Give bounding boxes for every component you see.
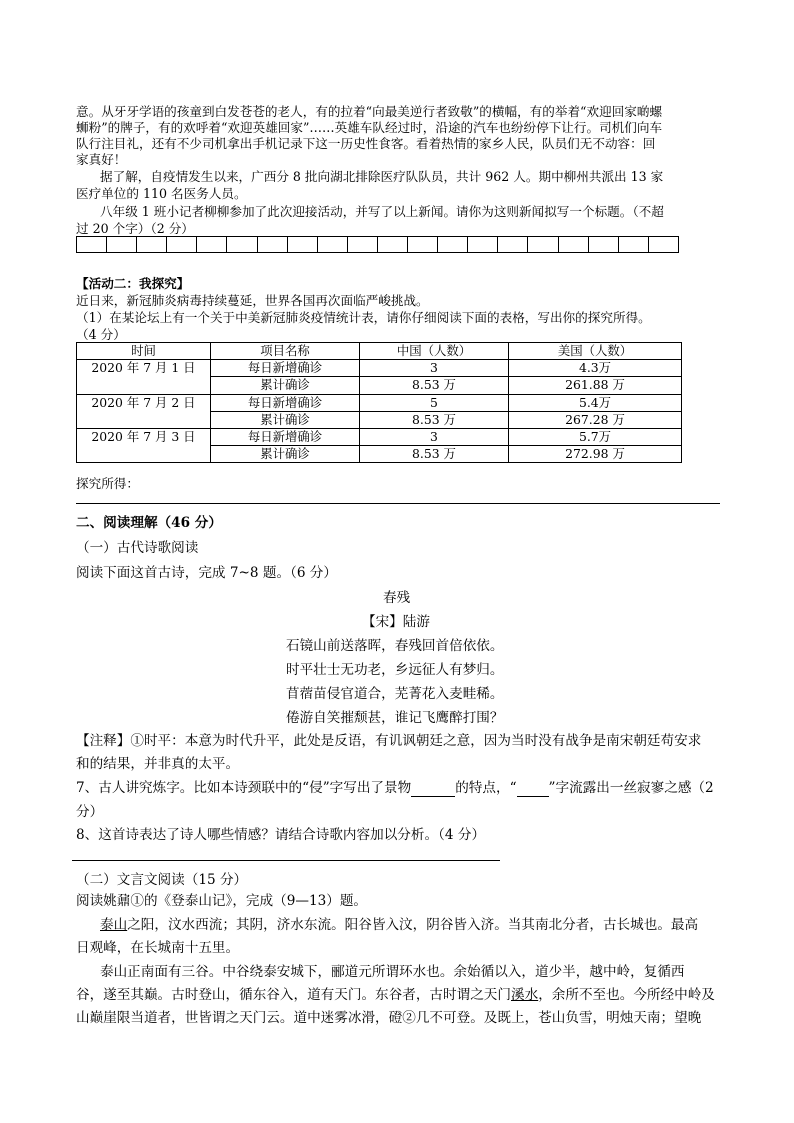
grid-cell[interactable] [589,237,619,252]
grid-cell[interactable] [378,237,408,252]
cell-item: 每日新增确诊 [211,428,360,445]
table-row [77,394,682,411]
text-line-3: 泰山正南面有三谷。中谷绕泰安城下，郦道元所谓环水也。余始循以入，道少半，越中岭，复循西 [100,964,685,980]
grid-cell[interactable] [77,237,107,252]
grid-cell[interactable] [137,237,167,252]
cell-china: 3 [360,428,509,445]
poem-author: 【宋】陆游 [362,614,430,630]
cell-china: 5 [360,394,509,411]
cell-date: 2020 年 7 月 2 日 [77,394,211,428]
poem-section-intro: 阅读下面这首古诗，完成 7~8 题。（6 分） [76,565,337,581]
q7-blank-2[interactable] [517,780,549,797]
news-line-2: 蛳粉”的牌子，有的欢呼着“欢迎英雄回家”……英雄车队经过时，沿途的汽车也纷纷停下让行。司机们向车 [76,120,663,135]
poem-title: 春残 [383,590,411,606]
classical-section-title: （二）文言文阅读（15 分） [76,872,248,888]
annotated-word: 溪水 [511,987,539,1003]
cell-date: 2020 年 7 月 1 日 [77,360,211,394]
grid-cell[interactable] [528,237,558,252]
grid-cell[interactable] [498,237,528,252]
cell-usa: 261.88 万 [509,377,682,394]
text-line-2: 日观峰，在长城南十五里。 [76,940,240,956]
poem-line: 倦游自笑摧颓甚，谁记飞鹰醉打围？ [286,710,504,726]
q7-part-b: 的特点，“ [455,780,517,796]
cell-item: 累计确诊 [211,411,360,428]
question-7-cont: 分） [76,804,104,820]
table-row [77,360,682,377]
q8-answer-line[interactable] [72,860,500,861]
answer-label: 探究所得： [76,476,139,491]
grid-cell[interactable] [197,237,227,252]
cell-item: 累计确诊 [211,377,360,394]
cell-item: 每日新增确诊 [211,360,360,377]
cell-usa: 267.28 万 [509,411,682,428]
text-line-4 [76,983,715,1003]
table-row [77,428,682,445]
header-item: 项目名称 [211,343,360,360]
text-line-4-a: 谷，遂至其巅。古时登山，循东谷入，道有天门。东谷者，古时谓之天门 [76,987,511,1003]
header-china: 中国（人数） [360,343,509,360]
headline-answer-grid[interactable] [76,236,679,253]
answer-line[interactable] [76,503,720,504]
section2-title: 二、阅读理解（46 分） [76,515,222,531]
grid-cell[interactable] [167,237,197,252]
text-line-4-c: ，余所不至也。今所经中岭及 [538,987,715,1003]
annotated-word: 泰山 [100,917,128,933]
cell-usa: 5.7万 [509,428,682,445]
grid-cell[interactable] [258,237,288,252]
grid-cell[interactable] [227,237,257,252]
activity2-score: （4 分） [76,327,126,342]
grid-cell[interactable] [107,237,137,252]
news-line-5: 据了解，自疫情发生以来，广西分 8 批向湖北排除医疗队队员，共计 962 人。期中柳州共派出 13 家 [100,169,664,184]
poem-section-title: （一）古代诗歌阅读 [76,540,199,556]
activity2-intro: 近日来，新冠肺炎病毒持续蔓延，世界各国再次面临严峻挑战。 [76,293,429,308]
grid-cell[interactable] [619,237,649,252]
q7-part-c: ”字流露出一丝寂寥之感（2 [548,780,714,796]
covid-stats-table [76,342,682,463]
cell-usa: 5.4万 [509,394,682,411]
cell-china: 8.53 万 [360,446,509,463]
note-line-2: 和的结果，并非真的太平。 [76,756,240,772]
news-line-1: 意。从牙牙学语的孩童到白发苍苍的老人，有的拉着“向最美逆行者致敬”的横幅，有的举着“欢迎回家啲螺 [76,104,663,119]
poem-line: 时平壮士无功老，乡远征人有梦归。 [286,662,504,678]
cell-usa: 272.98 万 [509,446,682,463]
poem-line: 苜蓿苗侵官道合，芜菁花入麦畦稀。 [286,686,504,702]
news-line-3: 队行注目礼，还有不少司机拿出手机记录下这一历史性食客。看着热情的家乡人民，队员们无不动容：回 [76,136,656,151]
cell-item: 每日新增确诊 [211,394,360,411]
poem-line: 石镜山前送落晖，春残回首倍依依。 [286,638,504,654]
cell-china: 8.53 万 [360,377,509,394]
cell-china: 8.53 万 [360,411,509,428]
note-line-1: 【注释】①时平：本意为时代升平，此处是反语，有讥讽朝廷之意，因为当时没有战争是南宋朝廷苟安求 [76,733,702,749]
header-usa: 美国（人数） [509,343,682,360]
text-line-1-rest: 之阳，汶水西流；其阴，济水东流。阳谷皆入汶，阴谷皆入济。当其南北分者，古长城也。最高 [127,917,699,933]
grid-cell[interactable] [318,237,348,252]
grid-cell[interactable] [348,237,378,252]
cell-date: 2020 年 7 月 3 日 [77,428,211,462]
news-line-6: 医疗单位的 110 名医务人员。 [76,186,247,201]
grid-cell[interactable] [559,237,589,252]
q7-part-a: 7、古人讲究炼字。比如本诗颈联中的“侵”字写出了景物 [76,780,412,796]
grid-cell[interactable] [468,237,498,252]
header-date: 时间 [77,343,211,360]
activity2-title: 【活动二：我探究】 [76,276,190,291]
grid-cell[interactable] [438,237,468,252]
cell-usa: 4.3万 [509,360,682,377]
grid-cell[interactable] [288,237,318,252]
news-line-4: 家真好！ [76,152,127,167]
table-header-row [77,343,682,360]
grid-cell[interactable] [408,237,438,252]
q7-blank-1[interactable] [411,780,455,797]
cell-china: 3 [360,360,509,377]
cell-item: 累计确诊 [211,446,360,463]
question-headline-1: 八年级 1 班小记者柳柳参加了此次迎接活动，并写了以上新闻。请你为这则新闻拟写一个标题。（不超 [100,204,664,219]
question-7 [76,776,714,797]
grid-cell[interactable] [649,237,678,252]
text-line-5: 山巅崖限当道者，世皆谓之天门云。道中迷雾冰滑，磴②几不可登。及既上，苍山负雪，明烛天南；望晚 [76,1010,702,1026]
activity2-question: （1）在某论坛上有一个关于中美新冠肺炎疫情统计表，请你仔细阅读下面的表格，写出你的探究所得。 [76,310,651,325]
classical-section-intro: 阅读姚鼐①的《登泰山记》，完成（9—13）题。 [76,893,368,909]
question-8: 8、这首诗表达了诗人哪些情感？请结合诗歌内容加以分析。（4 分） [76,827,486,843]
question-headline-2: 过 20 个字）（2 分） [76,221,194,236]
text-line-1 [100,913,698,933]
